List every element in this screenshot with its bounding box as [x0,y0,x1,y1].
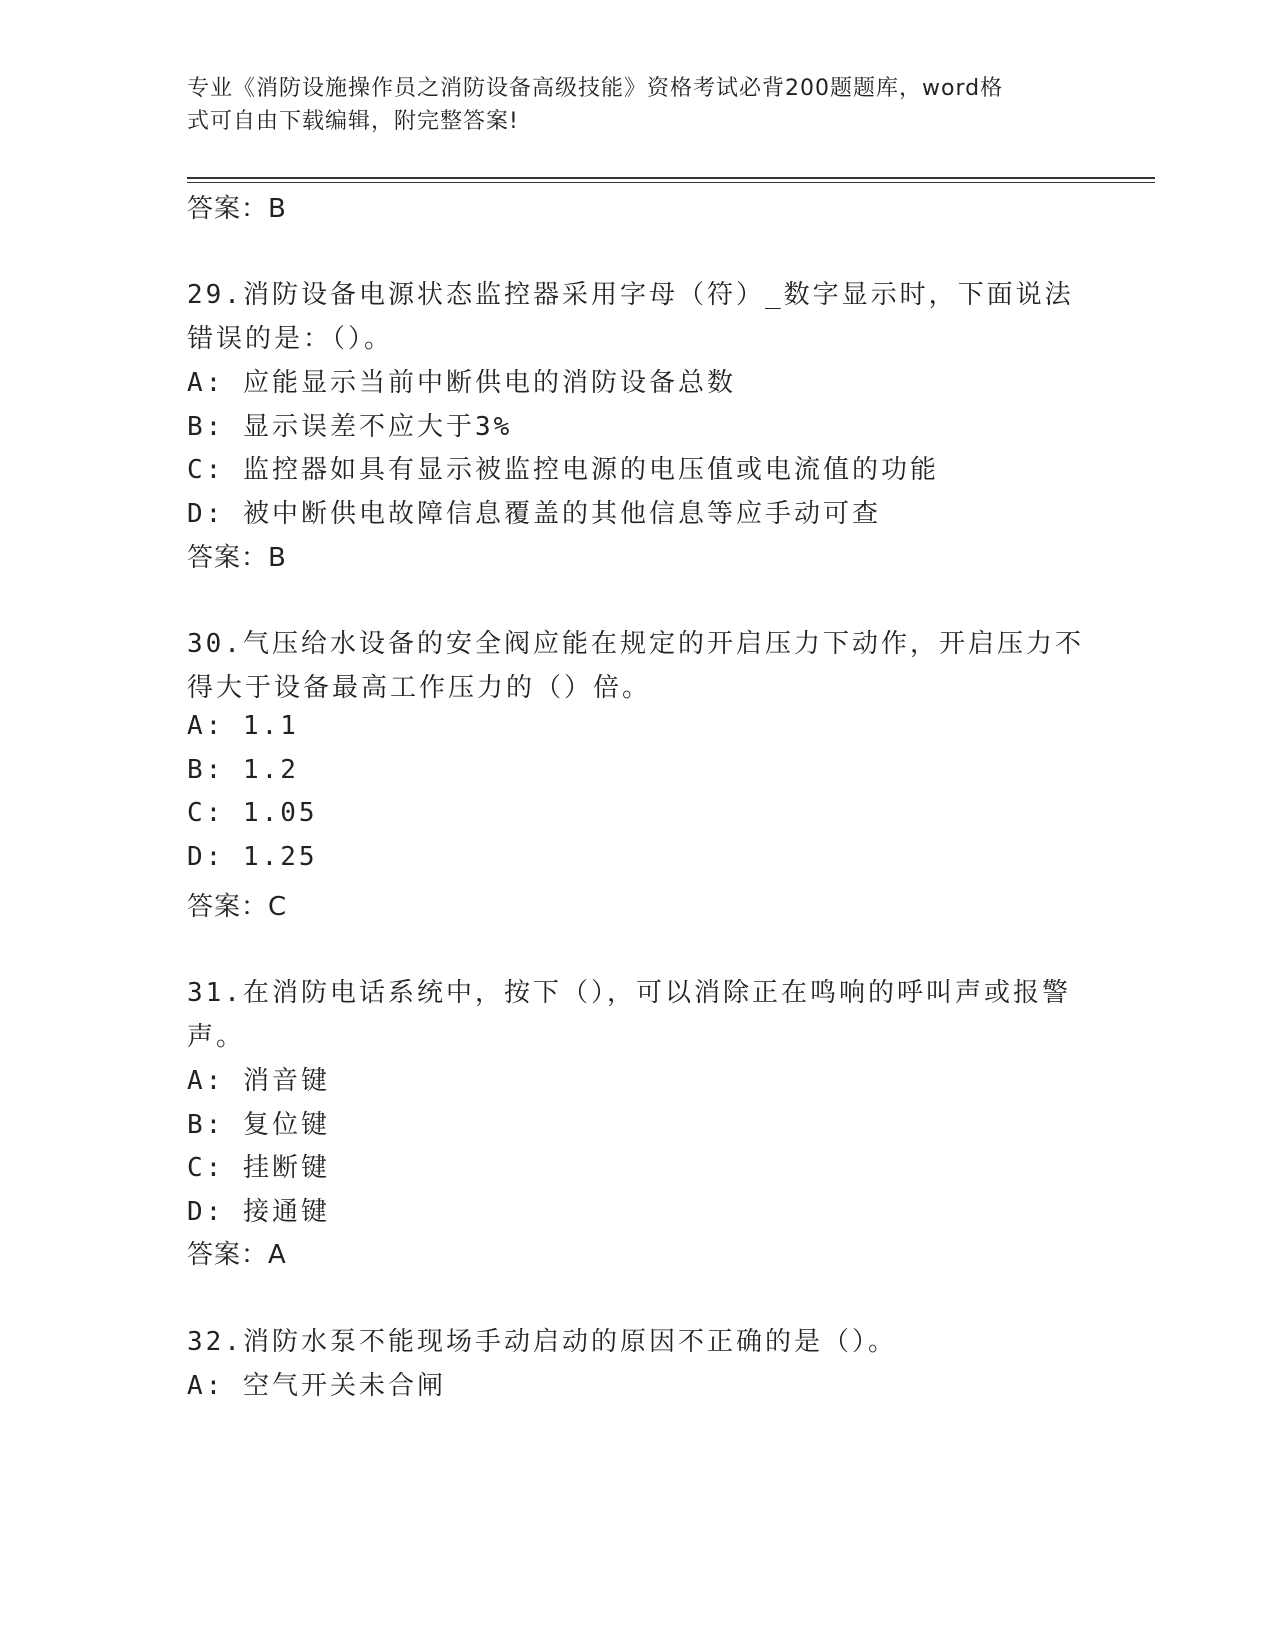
question-30-option-b: B: 1.2 [187,755,299,785]
question-31-option-c: C: 挂断键 [187,1153,330,1183]
question-29-stem-2: 错误的是：（）。 [187,324,394,354]
answer-prev: 答案：B [187,194,287,224]
question-31-answer: 答案：A [187,1240,287,1270]
question-29-option-a: A: 应能显示当前中断供电的消防设备总数 [187,368,736,398]
header-line-1: 专业《消防设施操作员之消防设备高级技能》资格考试必背200题题库，word格 [187,76,1004,101]
question-31-stem-2: 声。 [187,1022,246,1052]
question-29-option-c: C: 监控器如具有显示被监控电源的电压值或电流值的功能 [187,455,939,485]
question-31-option-d: D: 接通键 [187,1197,330,1227]
question-29-stem-1: 29.消防设备电源状态监控器采用字母（符）_数字显示时，下面说法 [187,280,1074,310]
question-29-option-d: D: 被中断供电故障信息覆盖的其他信息等应手动可查 [187,499,881,529]
question-29-option-b: B: 显示误差不应大于3% [187,412,513,442]
question-30-stem-2: 得大于设备最高工作压力的（）倍。 [187,673,652,703]
header-line-2: 式可自由下载编辑，附完整答案! [187,109,519,134]
question-32-stem-1: 32.消防水泵不能现场手动启动的原因不正确的是（）。 [187,1327,897,1357]
question-30-option-a: A: 1.1 [187,711,299,741]
question-32-option-a: A: 空气开关未合闸 [187,1371,446,1401]
question-31-stem-1: 31.在消防电话系统中，按下（），可以消除正在鸣响的呼叫声或报警 [187,978,1071,1008]
header-divider-thin [187,182,1155,183]
question-31-option-a: A: 消音键 [187,1066,330,1096]
header-divider-thick [187,177,1155,179]
question-31-option-b: B: 复位键 [187,1110,330,1140]
question-29-answer: 答案：B [187,543,287,573]
question-30-answer: 答案：C [187,892,288,922]
question-30-option-c: C: 1.05 [187,798,318,828]
document-header [187,72,1067,138]
question-30-stem-1: 30.气压给水设备的安全阀应能在规定的开启压力下动作，开启压力不 [187,629,1084,659]
question-30-option-d: D: 1.25 [187,842,318,872]
